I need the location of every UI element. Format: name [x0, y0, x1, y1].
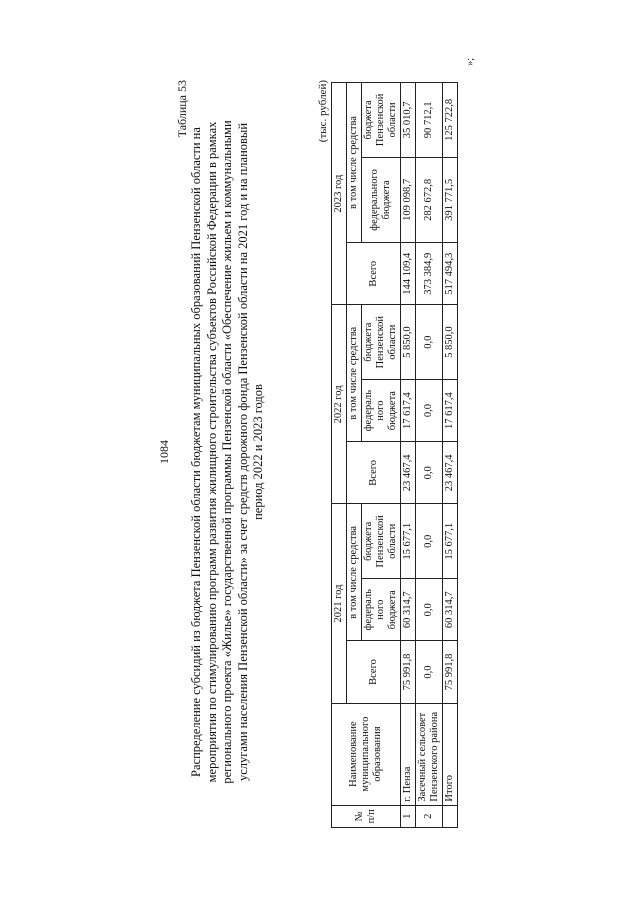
table-label: Таблица 53 [175, 80, 189, 138]
federal-2022: 17 617,4 [443, 379, 458, 441]
municipality-name: г. Пенза [401, 703, 416, 805]
header-total-2021: Всего [347, 641, 401, 703]
header-year-2023: 2023 год [332, 83, 347, 305]
municipality-name: Засечный сельсовет Пензенского района [416, 703, 443, 805]
header-federal-2021: федераль ного бюджета [362, 579, 401, 641]
header-regional-2023: бюджета Пензенской области [362, 83, 401, 158]
total-2021: 75 991,8 [401, 641, 416, 703]
header-incl-2021: в том числе средства [347, 504, 362, 641]
regional-2021: 15 677,1 [401, 504, 416, 579]
total-2021: 75 991,8 [443, 641, 458, 703]
header-incl-2022: в том числе средства [347, 305, 362, 442]
header-year-2021: 2021 год [332, 504, 347, 703]
federal-2023: 109 098,7 [401, 157, 416, 242]
page-number: 1084 [157, 440, 171, 464]
federal-2022: 0,0 [416, 379, 443, 441]
closing-quote-mark: »; [465, 58, 476, 66]
header-regional-2021: бюджета Пензенской области [362, 504, 401, 579]
federal-2023: 391 771,5 [443, 157, 458, 242]
subsidy-distribution-table [331, 82, 458, 828]
federal-2021: 60 314,7 [401, 579, 416, 641]
federal-2022: 17 617,4 [401, 379, 416, 441]
header-number: № п/п [332, 805, 401, 827]
regional-2023: 90 712,1 [416, 83, 443, 158]
header-federal-2022: федераль ного бюджета [362, 379, 401, 441]
header-year-2022: 2022 год [332, 305, 347, 504]
total-2022: 0,0 [416, 442, 443, 504]
regional-2022: 5 850,0 [401, 305, 416, 380]
total-2022: 23 467,4 [401, 442, 416, 504]
total-2023: 373 384,9 [416, 243, 443, 305]
regional-2022: 5 850,0 [443, 305, 458, 380]
row-number [443, 805, 458, 827]
table-row [401, 83, 416, 828]
header-total-2022: Всего [347, 442, 401, 504]
federal-2021: 60 314,7 [443, 579, 458, 641]
header-incl-2023: в том числе средства [347, 83, 362, 243]
table-row [416, 83, 443, 828]
regional-2021: 15 677,1 [443, 504, 458, 579]
total-label: Итого [443, 703, 458, 805]
header-municipality: Наименование муниципального образования [332, 703, 401, 805]
table-total-row [443, 83, 458, 828]
units-note: (тыс. рублей) [317, 80, 329, 143]
regional-2023: 35 010,7 [401, 83, 416, 158]
federal-2023: 282 672,8 [416, 157, 443, 242]
regional-2022: 0,0 [416, 305, 443, 380]
header-federal-2023: федерального бюджета [362, 157, 401, 242]
regional-2023: 125 722,8 [443, 83, 458, 158]
header-regional-2022: бюджета Пензенской области [362, 305, 401, 380]
table-heading: Распределение субсидий из бюджета Пензенской области бюджетам муниципальных образований Пензенской области на мероприятия по стимулированию программ развития жилищного строительства субъектов Российской Федерации в рамках регионального проекта «Жилье» государственной программы Пензенской области «Обеспечение жильем и коммунальными услугами населения Пензенской области» за счет средств дорожного фонда Пензенской области на 2021 год и на плановый период 2022 и 2023 годов [189, 120, 265, 784]
header-total-2023: Всего [347, 243, 401, 305]
total-2023: 517 494,3 [443, 243, 458, 305]
total-2022: 23 467,4 [443, 442, 458, 504]
row-number: 1 [401, 805, 416, 827]
regional-2021: 0,0 [416, 504, 443, 579]
rotated-document-page [155, 58, 485, 832]
total-2021: 0,0 [416, 641, 443, 703]
total-2023: 144 109,4 [401, 243, 416, 305]
federal-2021: 0,0 [416, 579, 443, 641]
row-number: 2 [416, 805, 443, 827]
